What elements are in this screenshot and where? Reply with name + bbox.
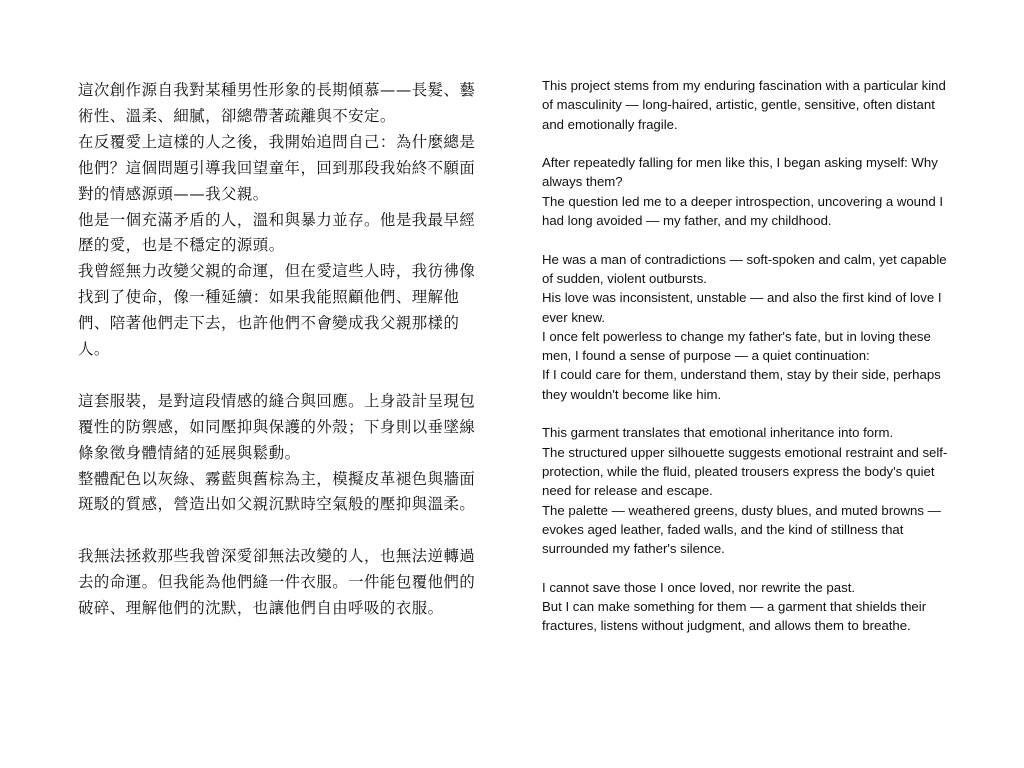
zh-paragraph-group-2 xyxy=(78,389,482,519)
zh-paragraph: 我曾經無力改變父親的命運，但在愛這些人時，我彷彿像找到了使命，像一種延續：如果我能照顧他們、理解他們、陪著他們走下去，也許他們不會變成我父親那樣的人。 xyxy=(78,262,476,359)
en-paragraph-group-4 xyxy=(542,423,952,558)
en-paragraph-group-3 xyxy=(542,250,952,404)
en-paragraph: This garment translates that emotional inheritance into form. xyxy=(542,425,894,441)
zh-paragraph: 在反覆愛上這樣的人之後，我開始追問自己：為什麼總是他們？這個問題引導我回望童年，回到那段我始終不願面對的情感源頭——我父親。 xyxy=(78,132,476,203)
en-paragraph: The palette — weathered greens, dusty blues, and muted browns — evokes aged leather, faded walls, and the kind of stillness that surrounded my father's silence. xyxy=(542,502,941,557)
zh-paragraph: 整體配色以灰綠、霧藍與舊棕為主，模擬皮革褪色與牆面斑駁的質感，營造出如父親沉默時空氣般的壓抑與溫柔。 xyxy=(78,469,476,514)
zh-paragraph: 我無法拯救那些我曾深愛卻無法改變的人，也無法逆轉過去的命運。但我能為他們縫一件衣服。一件能包覆他們的破碎、理解他們的沈默，也讓他們自由呼吸的衣服。 xyxy=(78,547,476,618)
en-paragraph-group-1 xyxy=(542,76,952,134)
zh-paragraph: 他是一個充滿矛盾的人，溫和與暴力並存。他是我最早經歷的愛，也是不穩定的源頭。 xyxy=(78,210,476,255)
en-paragraph: He was a man of contradictions — soft-spoken and calm, yet capable of sudden, violent outbursts. xyxy=(542,251,947,286)
zh-paragraph-group-1 xyxy=(78,78,482,363)
zh-paragraph: 這套服裝，是對這段情感的縫合與回應。上身設計呈現包覆性的防禦感，如同壓抑與保護的外殼；下身則以垂墜線條象徵身體情緒的延展與鬆動。 xyxy=(78,391,476,462)
en-paragraph: The question led me to a deeper introspection, uncovering a wound I had long avoided — my father, and my childhood. xyxy=(542,193,944,229)
en-paragraph: His love was inconsistent, unstable — and also the first kind of love I ever knew. xyxy=(542,290,942,325)
en-paragraph: The structured upper silhouette suggests emotional restraint and self-protection, while the fluid, pleated trousers express the body's quiet need for release and escape. xyxy=(542,444,948,499)
en-paragraph: I cannot save those I once loved, nor rewrite the past. xyxy=(542,579,856,595)
chinese-statement-column xyxy=(78,78,482,622)
zh-paragraph: 這次創作源自我對某種男性形象的長期傾慕——長髮、藝術性、溫柔、細膩，卻總帶著疏離與不安定。 xyxy=(78,81,476,125)
en-paragraph: This project stems from my enduring fascination with a particular kind of masculinity — long-haired, artistic, gentle, sensitive, often distant and emotionally fragile. xyxy=(542,78,946,132)
en-paragraph: I once felt powerless to change my father's fate, but in loving these men, I found a sense of purpose — a quiet continuation: xyxy=(542,328,931,364)
zh-paragraph-group-3 xyxy=(78,544,482,622)
en-paragraph: After repeatedly falling for men like this, I began asking myself: Why always them? xyxy=(542,155,938,190)
en-paragraph: But I can make something for them — a garment that shields their fractures, listens without judgment, and allows them to breathe. xyxy=(542,599,927,634)
english-statement-column xyxy=(542,76,952,636)
en-paragraph: If I could care for them, understand them, stay by their side, perhaps they wouldn't become like him. xyxy=(542,367,941,402)
en-paragraph-group-5 xyxy=(542,578,952,636)
en-paragraph-group-2 xyxy=(542,153,952,230)
